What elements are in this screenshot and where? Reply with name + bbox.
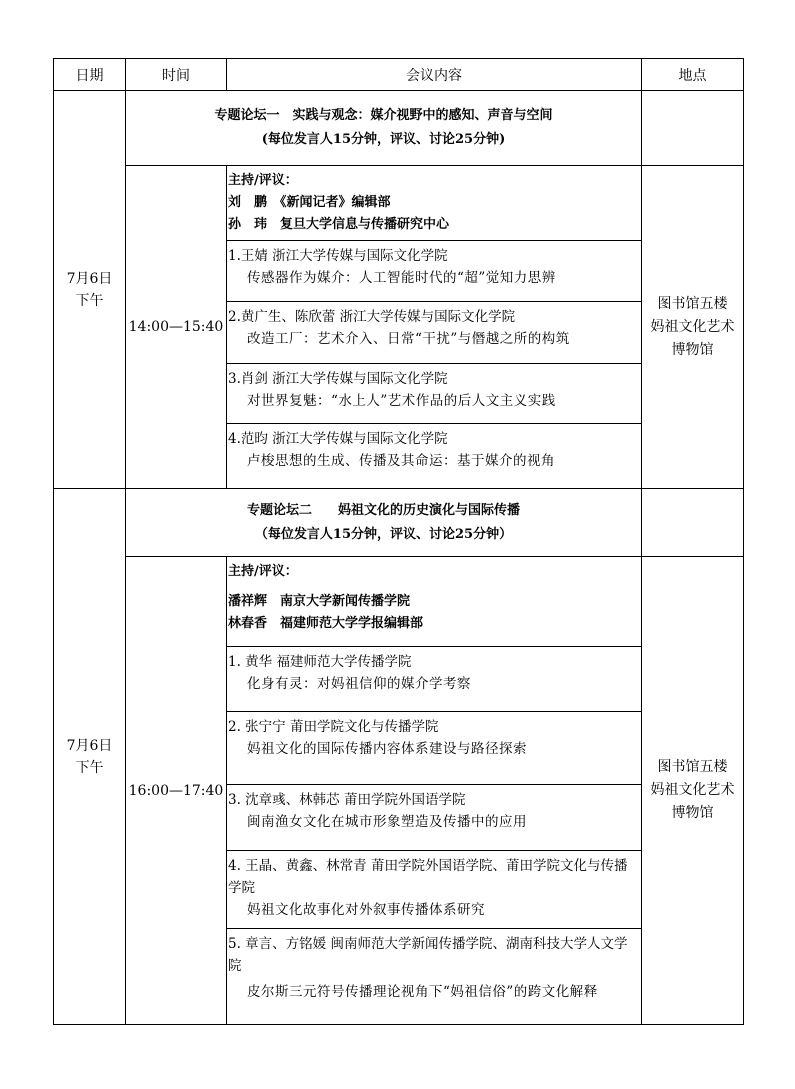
header-date: 日期 xyxy=(54,59,126,91)
talk-speaker: 3. 沈章彧、林韩芯 莆田学院外国语学院 xyxy=(228,792,466,808)
talk-item xyxy=(227,424,641,478)
date-line: 7月6日 xyxy=(66,737,113,754)
session-2-date xyxy=(54,489,126,1025)
talk-speaker: 4.范昀 浙江大学传媒与国际文化学院 xyxy=(228,431,448,447)
location-line: 博物馆 xyxy=(671,341,714,358)
talk-title: 闽南渔女文化在城市形象塑造及传播中的应用 xyxy=(247,814,527,830)
date-line: 下午 xyxy=(75,292,104,309)
session-1-forum-row xyxy=(54,91,744,166)
schedule-page xyxy=(53,58,743,1026)
forum-note: (每位发言人15分钟，评议、讨论25分钟) xyxy=(261,132,506,147)
host-line: 孙 玮 复旦大学信息与传播研究中心 xyxy=(228,217,450,232)
location-line: 图书馆五楼 xyxy=(657,759,728,775)
location-line: 图书馆五楼 xyxy=(657,295,728,312)
location-line: 博物馆 xyxy=(671,805,714,821)
talk-speaker: 1.王婧 浙江大学传媒与国际文化学院 xyxy=(228,248,448,264)
session-2-forum-header xyxy=(126,489,642,557)
host-line: 刘 鹏 《新闻记者》编辑部 xyxy=(228,195,391,210)
talk-speaker: 1. 黄华 福建师范大学传播学院 xyxy=(228,654,412,670)
session-1-location-top xyxy=(642,91,744,166)
talk-title: 传感器作为媒介：人工智能时代的“超”觉知力思辨 xyxy=(247,270,556,286)
date-line: 下午 xyxy=(75,759,104,776)
session-1-location xyxy=(642,166,744,489)
host-block xyxy=(227,166,641,241)
talk-item xyxy=(227,647,641,712)
session-1-forum-header xyxy=(126,91,642,166)
talk-title: 皮尔斯三元符号传播理论视角下“妈祖信俗”的跨文化解释 xyxy=(247,984,598,1000)
host-line: 林春香 福建师范大学学报编辑部 xyxy=(228,616,424,631)
talk-item xyxy=(227,851,641,929)
date-line: 7月6日 xyxy=(66,270,113,287)
talk-speaker: 2. 张宁宁 莆田学院文化与传播学院 xyxy=(228,719,439,735)
forum-title: 专题论坛二 妈祖文化的历史演化与国际传播 xyxy=(246,502,520,518)
talk-item xyxy=(227,302,641,364)
talk-item xyxy=(227,785,641,851)
header-row xyxy=(54,59,744,91)
talk-title: 对世界复魅：“水上人”艺术作品的后人文主义实践 xyxy=(247,393,556,409)
header-location: 地点 xyxy=(642,59,744,91)
talk-title: 妈祖文化的国际传播内容体系建设与路径探索 xyxy=(247,741,527,757)
session-2-program-row xyxy=(54,557,744,1025)
talk-title: 化身有灵：对妈祖信仰的媒介学考察 xyxy=(247,676,471,692)
session-2-forum-row xyxy=(54,489,744,557)
host-label: 主持/评议： xyxy=(228,173,298,188)
talk-speaker: 2.黄广生、陈欣蕾 浙江大学传媒与国际文化学院 xyxy=(228,309,516,325)
session-1-date xyxy=(54,91,126,489)
forum-note: （每位发言人15分钟，评议、讨论25分钟） xyxy=(254,526,513,542)
session-1-program-row xyxy=(54,166,744,489)
session-1-time: 14:00—15:40 xyxy=(126,166,227,489)
talk-item xyxy=(227,929,641,1009)
talk-title: 改造工厂：艺术介入、日常“干扰”与僭越之所的构筑 xyxy=(247,331,570,347)
location-line: 妈祖文化艺术 xyxy=(650,782,735,798)
session-1-program xyxy=(227,166,642,489)
talk-speaker: 4. 王晶、黄鑫、林常青 莆田学院外国语学院、莆田学院文化与传播学院 xyxy=(228,858,628,896)
location-line: 妈祖文化艺术 xyxy=(650,318,735,335)
schedule-table xyxy=(53,58,744,1025)
talk-title: 卢梭思想的生成、传播及其命运：基于媒介的视角 xyxy=(247,453,555,469)
session-2-time: 16:00—17:40 xyxy=(126,557,227,1025)
talk-title: 妈祖文化故事化对外叙事传播体系研究 xyxy=(247,902,485,918)
talk-speaker: 3.肖剑 浙江大学传媒与国际文化学院 xyxy=(228,371,448,387)
talk-item xyxy=(227,712,641,785)
host-block xyxy=(227,557,641,647)
session-2-program xyxy=(227,557,642,1025)
session-2-location-top xyxy=(642,489,744,557)
session-2-location xyxy=(642,557,744,1025)
header-time: 时间 xyxy=(126,59,227,91)
host-label: 主持/评议： xyxy=(228,564,298,579)
header-content: 会议内容 xyxy=(227,59,642,91)
forum-title: 专题论坛一 实践与观念：媒介视野中的感知、声音与空间 xyxy=(214,108,553,123)
talk-speaker: 5. 章言、方铭媛 闽南师范大学新闻传播学院、湖南科技大学人文学院 xyxy=(228,936,628,974)
host-line: 潘祥辉 南京大学新闻传播学院 xyxy=(228,594,411,609)
talk-item xyxy=(227,364,641,424)
talk-item xyxy=(227,241,641,302)
